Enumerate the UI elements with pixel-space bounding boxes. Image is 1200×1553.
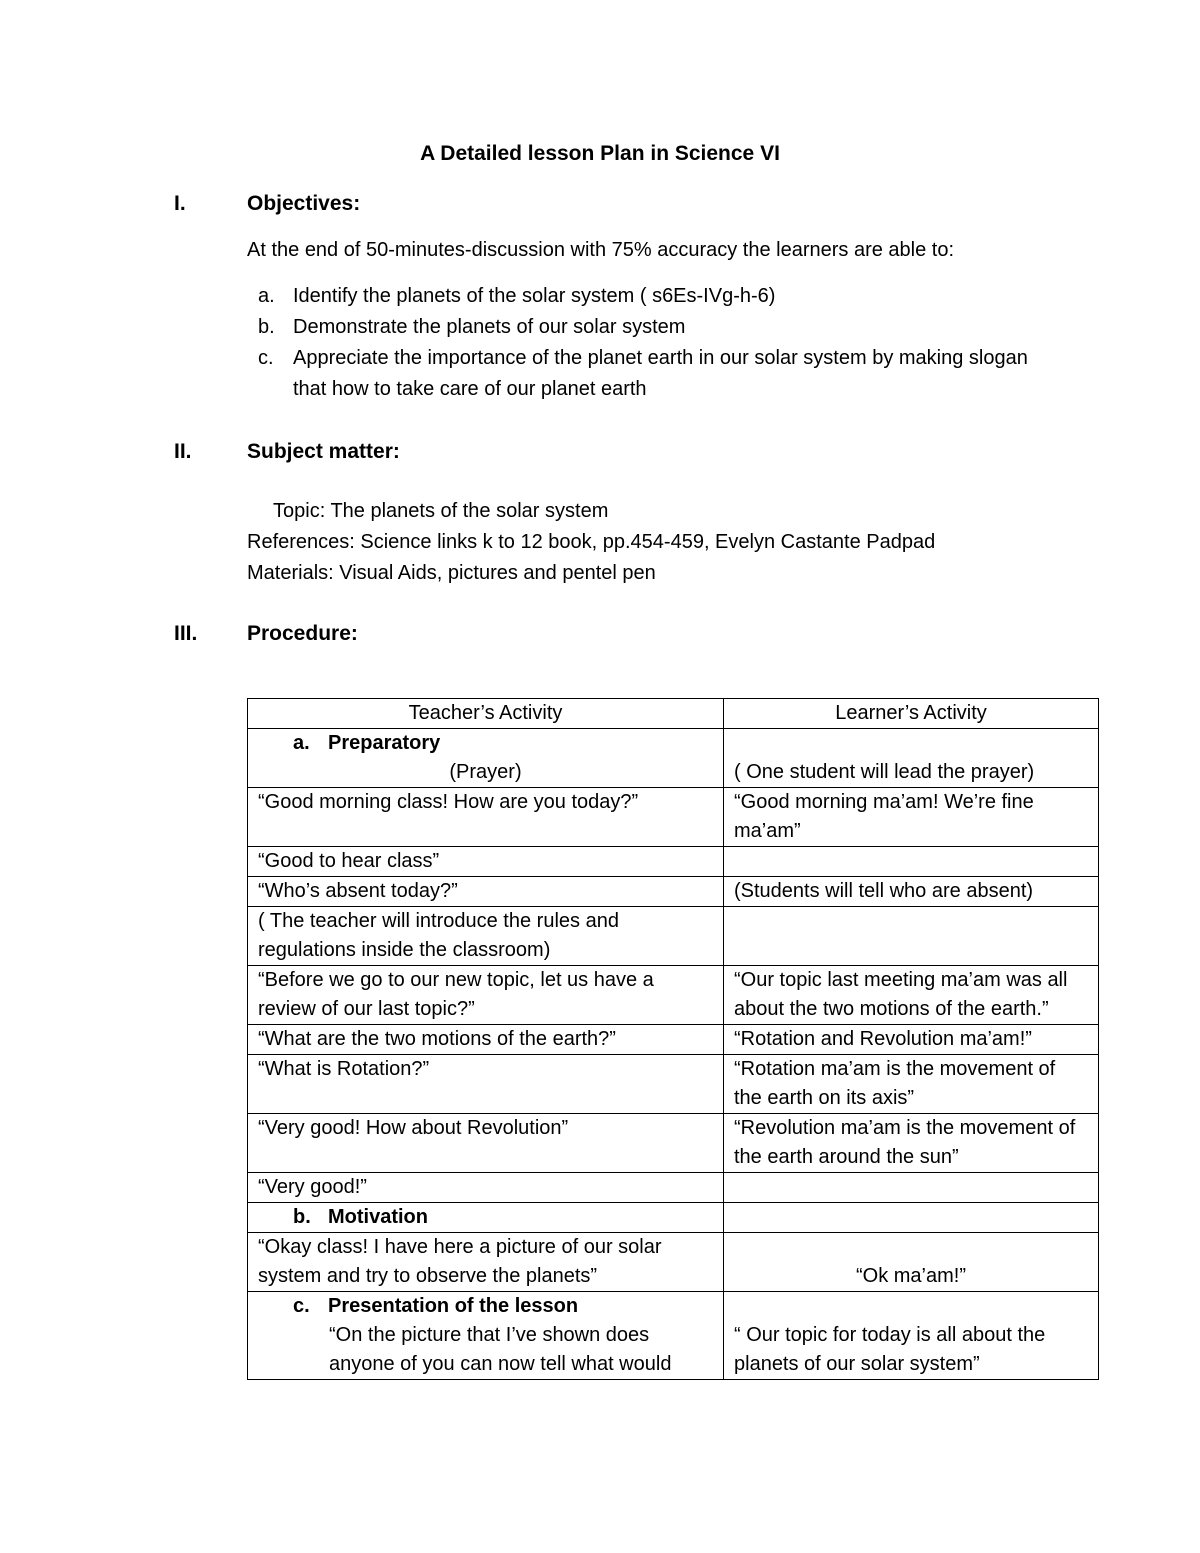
teacher-cell: “Good to hear class” (248, 847, 724, 877)
teacher-cell: “Before we go to our new topic, let us have a review of our last topic?” (248, 966, 724, 1025)
objective-letter: a. (258, 285, 275, 307)
subheading-preparatory: a. Preparatory (293, 732, 441, 754)
objective-item: Demonstrate the planets of our solar system (293, 316, 686, 338)
subject-references: References: Science links k to 12 book, pp.454-459, Evelyn Castante Padpad (247, 531, 936, 553)
table-row-motivation-heading (248, 1203, 1099, 1233)
section-number-objectives: I. (174, 192, 186, 215)
teacher-cell: ( The teacher will introduce the rules and regulations inside the classroom) (248, 907, 724, 966)
table-row (248, 847, 1099, 877)
section-title-subject: Subject matter: (247, 440, 400, 463)
learner-cell: “ Our topic for today is all about the planets of our solar system” (724, 1292, 1099, 1380)
subheading-presentation: c. Presentation of the lesson (293, 1295, 579, 1317)
learner-cell: ( One student will lead the prayer) (724, 729, 1099, 788)
table-row (248, 1114, 1099, 1173)
objective-item: Appreciate the importance of the planet earth in our solar system by making slogan that how to take care of our planet earth (293, 347, 1028, 400)
teacher-text: “On the picture that I’ve shown does anyone of you can now tell what would (329, 1324, 672, 1375)
learner-cell: “Revolution ma’am is the movement of the earth around the sun” (724, 1114, 1099, 1173)
learner-cell: “Rotation and Revolution ma’am!” (724, 1025, 1099, 1055)
teacher-text: (Prayer) (449, 761, 522, 783)
subject-materials: Materials: Visual Aids, pictures and pentel pen (247, 562, 656, 584)
teacher-cell (248, 1203, 724, 1233)
table-header-learner: Learner’s Activity (724, 699, 1099, 729)
teacher-cell: “Who’s absent today?” (248, 877, 724, 907)
learner-cell: (Students will tell who are absent) (724, 877, 1099, 907)
objective-letter: c. (258, 347, 274, 369)
table-row (248, 1055, 1099, 1114)
teacher-cell (248, 729, 724, 788)
learner-cell (724, 1173, 1099, 1203)
learner-cell: “Ok ma’am!” (724, 1233, 1099, 1292)
section-number-subject: II. (174, 440, 192, 463)
table-row (248, 877, 1099, 907)
table-row-presentation (248, 1292, 1099, 1380)
table-row (248, 907, 1099, 966)
objective-item: Identify the planets of the solar system ( s6Es-IVg-h-6) (293, 285, 776, 307)
objectives-intro: At the end of 50-minutes-discussion with 75% accuracy the learners are able to: (247, 239, 955, 261)
teacher-cell: “What is Rotation?” (248, 1055, 724, 1114)
page-title: A Detailed lesson Plan in Science VI (420, 142, 780, 165)
table-row (248, 1025, 1099, 1055)
teacher-cell: “Very good! How about Revolution” (248, 1114, 724, 1173)
section-title-objectives: Objectives: (247, 192, 361, 215)
learner-cell (724, 907, 1099, 966)
table-header-row (248, 699, 1099, 729)
learner-cell: “Our topic last meeting ma’am was all about the two motions of the earth.” (724, 966, 1099, 1025)
table-row-preparatory (248, 729, 1099, 788)
teacher-cell: “Very good!” (248, 1173, 724, 1203)
learner-cell: “Rotation ma’am is the movement of the earth on its axis” (724, 1055, 1099, 1114)
teacher-cell: “Good morning class! How are you today?” (248, 788, 724, 847)
teacher-cell: “Okay class! I have here a picture of our solar system and try to observe the planets” (248, 1233, 724, 1292)
table-row (248, 788, 1099, 847)
table-row (248, 1173, 1099, 1203)
objective-letter: b. (258, 316, 275, 338)
teacher-cell: “What are the two motions of the earth?” (248, 1025, 724, 1055)
section-title-procedure: Procedure: (247, 622, 358, 645)
table-header-teacher: Teacher’s Activity (248, 699, 724, 729)
table-row-motivation (248, 1233, 1099, 1292)
table-row (248, 966, 1099, 1025)
subheading-motivation: b. Motivation (293, 1206, 428, 1228)
learner-cell (724, 847, 1099, 877)
learner-cell (724, 1203, 1099, 1233)
teacher-cell (248, 1292, 724, 1380)
procedure-table (247, 698, 1099, 1380)
section-number-procedure: III. (174, 622, 198, 645)
learner-cell: “Good morning ma’am! We’re fine ma’am” (724, 788, 1099, 847)
subject-topic: Topic: The planets of the solar system (273, 500, 609, 522)
